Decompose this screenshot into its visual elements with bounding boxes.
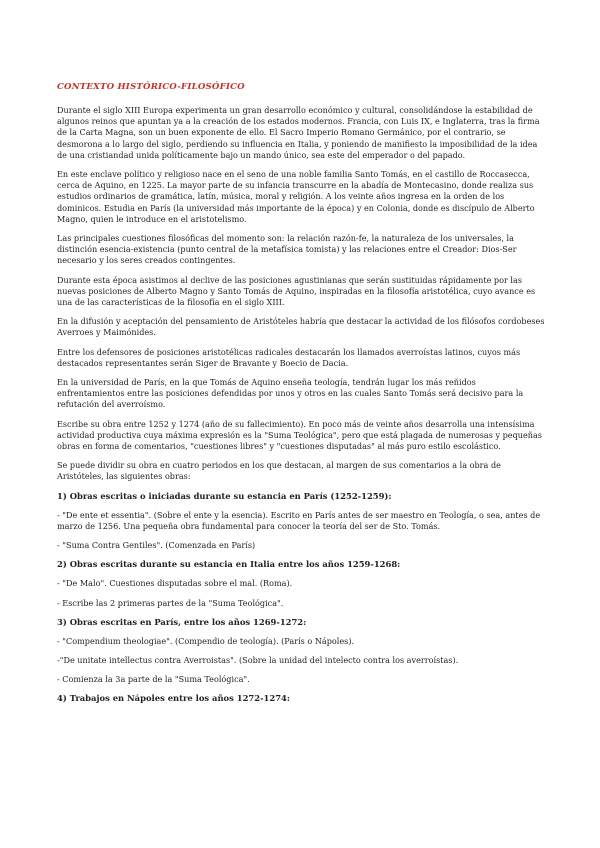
section-heading-paris-1269: 3) Obras escritas en París, entre los años 1269-1272: [57,616,307,627]
list-item: - Comienza la 3a parte de la "Suma Teológica". [57,674,250,685]
list-item: - Escribe las 2 primeras partes de la "Suma Teológica". [57,597,284,608]
paragraph-historical-context: Durante el siglo XIII Europa experimenta un gran desarrollo económico y cultural, consolidándose la estabilidad de algunos reinos que apuntan ya a la creación de los estados modernos. Francia, con Luis IX, e Inglaterra, tras la firma de la Carta Magna, son un buen exponente de ello. El Sacro Imperio Romano Germánico, por el contrario, se desmorona a lo largo del siglo, perdiendo su influencia en Italia, y poniendo de manifiesto la imposibilidad de la idea de una cristiandad unida políticamente bajo un mando único, sea este del emperador o del papado. [57,105,540,160]
paragraph-paris-university: En la universidad de París, en la que Tomás de Aquino enseña teología, tendrán lugar los más reñidos enfrentamientos entre las posiciones defendidas por unos y otros en las cuales Santo Tomás será decisivo para la refutación del averroísmo. [57,377,524,410]
paragraph-aristotle-diffusion: En la difusión y aceptación del pensamiento de Aristóteles habría que destacar la actividad de los filósofos cordobeses Averroes y Maimónides. [57,316,545,338]
section-heading-napoles-1272: 4) Trabajos en Nápoles entre los años 1272-1274: [57,693,290,704]
list-item: - "De Malo". Cuestiones disputadas sobre el mal. (Roma). [57,578,293,589]
list-item: -"De unitate intellectus contra Averroistas". (Sobre la unidad del intelecto contra los averroístas). [57,654,459,665]
section-heading-paris-1252: 1) Obras escritas o iniciadas durante su estancia en París (1252-1259): [57,490,392,501]
paragraph-biography: En este enclave político y religioso nace en el seno de una noble familia Santo Tomás, en el castillo de Roccasecca, cerca de Aquino, en 1225. La mayor parte de su infancia transcurre en la abadía de Montecasino, donde realiza sus estudios ordinarios de gramática, latín, música, moral y religión. A los veinte años ingresa en la orden de los dominicos. Estudia en París (la universidad más importante de la época) y en Colonia, donde es discípulo de Alberto Magno, quien le introduce en el aristotelismo. [57,169,535,224]
list-item: - "De ente et essentia". (Sobre el ente y la esencia). Escrito en París antes de ser maestro en Teología, o sea, antes de marzo de 1256. Una pequeña obra fundamental para conocer la teoría del ser de Sto. Tomás. [57,509,541,531]
paragraph-works-period: Escribe su obra entre 1252 y 1274 (año de su fallecimiento). En poco más de veinte años desarrolla una intensísima actividad productiva cuya máxima expresión es la "Suma Teológica", pero que está plagada de numerosas y pequeñas obras en forma de comentarios, "cuestiones libres" y "cuestiones disputadas" al más puro estilo escolástico. [57,418,542,452]
paragraph-augustinian-decline: Durante esta época asistimos al declive de las posiciones agustinianas que serán sustituidas rápidamente por las nuevas posiciones de Alberto Magno y Santo Tomás de Aquino, inspiradas en la filosofía aristotélica, cuyo avance es una de las características de la filosofía en el siglo XIII. [57,274,536,308]
paragraph-works-division: Se puede dividir su obra en cuatro periodos en los que destacan, al margen de sus comentarios a la obra de Aristóteles, las siguientes obras: [57,460,501,482]
list-item: - "Compendium theologiae". (Compendio de teología). (París o Nápoles). [57,635,355,646]
document-title: CONTEXTO HISTÓRICO-FILOSÓFICO [57,82,245,92]
document-page [57,82,545,712]
paragraph-latin-averroists: Entre los defensores de posiciones aristotélicas radicales destacarán los llamados averroístas latinos, cuyos más destacados representantes serán Siger de Bravante y Boecio de Dacia. [57,346,521,368]
section-heading-italia-1259: 2) Obras escritas durante su estancia en Italia entre los años 1259-1268: [57,559,401,570]
paragraph-main-questions: Las principales cuestiones filosóficas del momento son: la relación razón-fe, la naturaleza de los universales, la distinción esencia-existencia (punto central de la metafísica tomista) y las relaciones entre el Creador: Dios-Ser necesario y los seres creados contingentes. [57,233,517,266]
list-item: - "Suma Contra Gentiles". (Comenzada en París) [57,540,256,551]
